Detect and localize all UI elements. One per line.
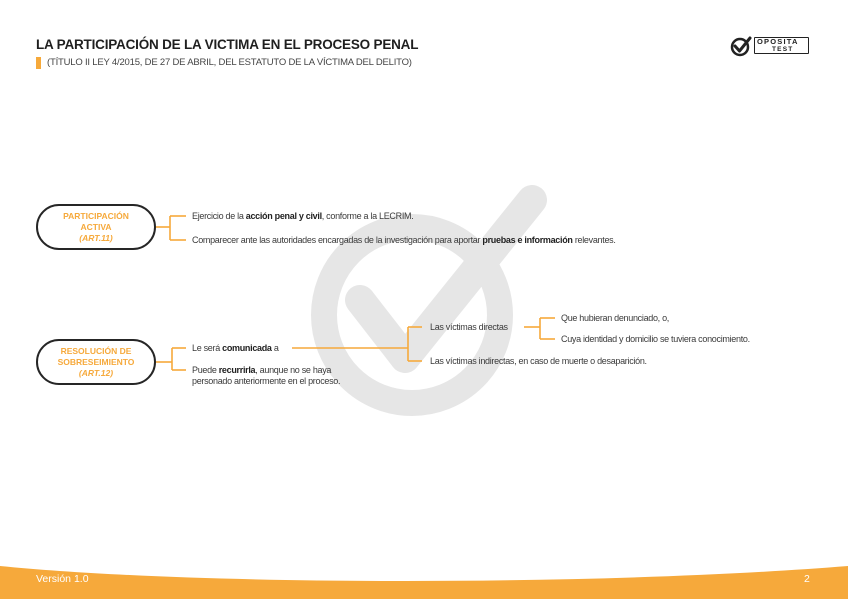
- footer-wave: [0, 560, 848, 599]
- victimas-indirectas-text: Las víctimas indirectas, en caso de muerte o desaparición.: [430, 356, 647, 366]
- resolucion-sobreseimiento-node: [36, 339, 156, 385]
- accion-penal-text: Ejercicio de la acción penal y civil, conforme a la LECRIM.: [192, 211, 414, 221]
- recurrirla-text: Puede recurrirla, aunque no se haya personado anteriormente en el proceso.: [192, 365, 341, 386]
- logo-text-oposita: OPOSITA: [757, 37, 799, 46]
- node-article: (ART.11): [79, 232, 113, 243]
- page-number: 2: [804, 573, 810, 585]
- version-label: Versión 1.0: [36, 573, 89, 585]
- comparecer-text: Comparecer ante las autoridades encargadas de la investigación para aportar pruebas e información relevantes.: [192, 235, 616, 245]
- logo-text-test: TEST: [772, 46, 794, 53]
- victimas-directas-text: Las víctimas directas: [430, 322, 508, 332]
- participacion-activa-node: [36, 204, 156, 250]
- node-label-line1: RESOLUCIÓN DE: [60, 345, 132, 356]
- identidad-domicilio-text: Cuya identidad y domicilio se tuviera conocimiento.: [561, 334, 750, 344]
- node-label-line2: SOBRESEIMIENTO: [57, 356, 135, 367]
- comunicada-text: Le será comunicada a: [192, 343, 279, 353]
- hubieran-denunciado-text: Que hubieran denunciado, o,: [561, 313, 669, 323]
- page-title: LA PARTICIPACIÓN DE LA VICTIMA EN EL PROCESO PENAL: [36, 37, 419, 52]
- node-article: (ART.12): [78, 367, 114, 378]
- node-label-line2: ACTIVA: [80, 221, 112, 232]
- node-label-line1: PARTICIPACIÓN: [63, 210, 129, 221]
- page-subtitle: (TÍTULO II LEY 4/2015, DE 27 DE ABRIL, DEL ESTATUTO DE LA VÍCTIMA DEL DELITO): [47, 57, 412, 68]
